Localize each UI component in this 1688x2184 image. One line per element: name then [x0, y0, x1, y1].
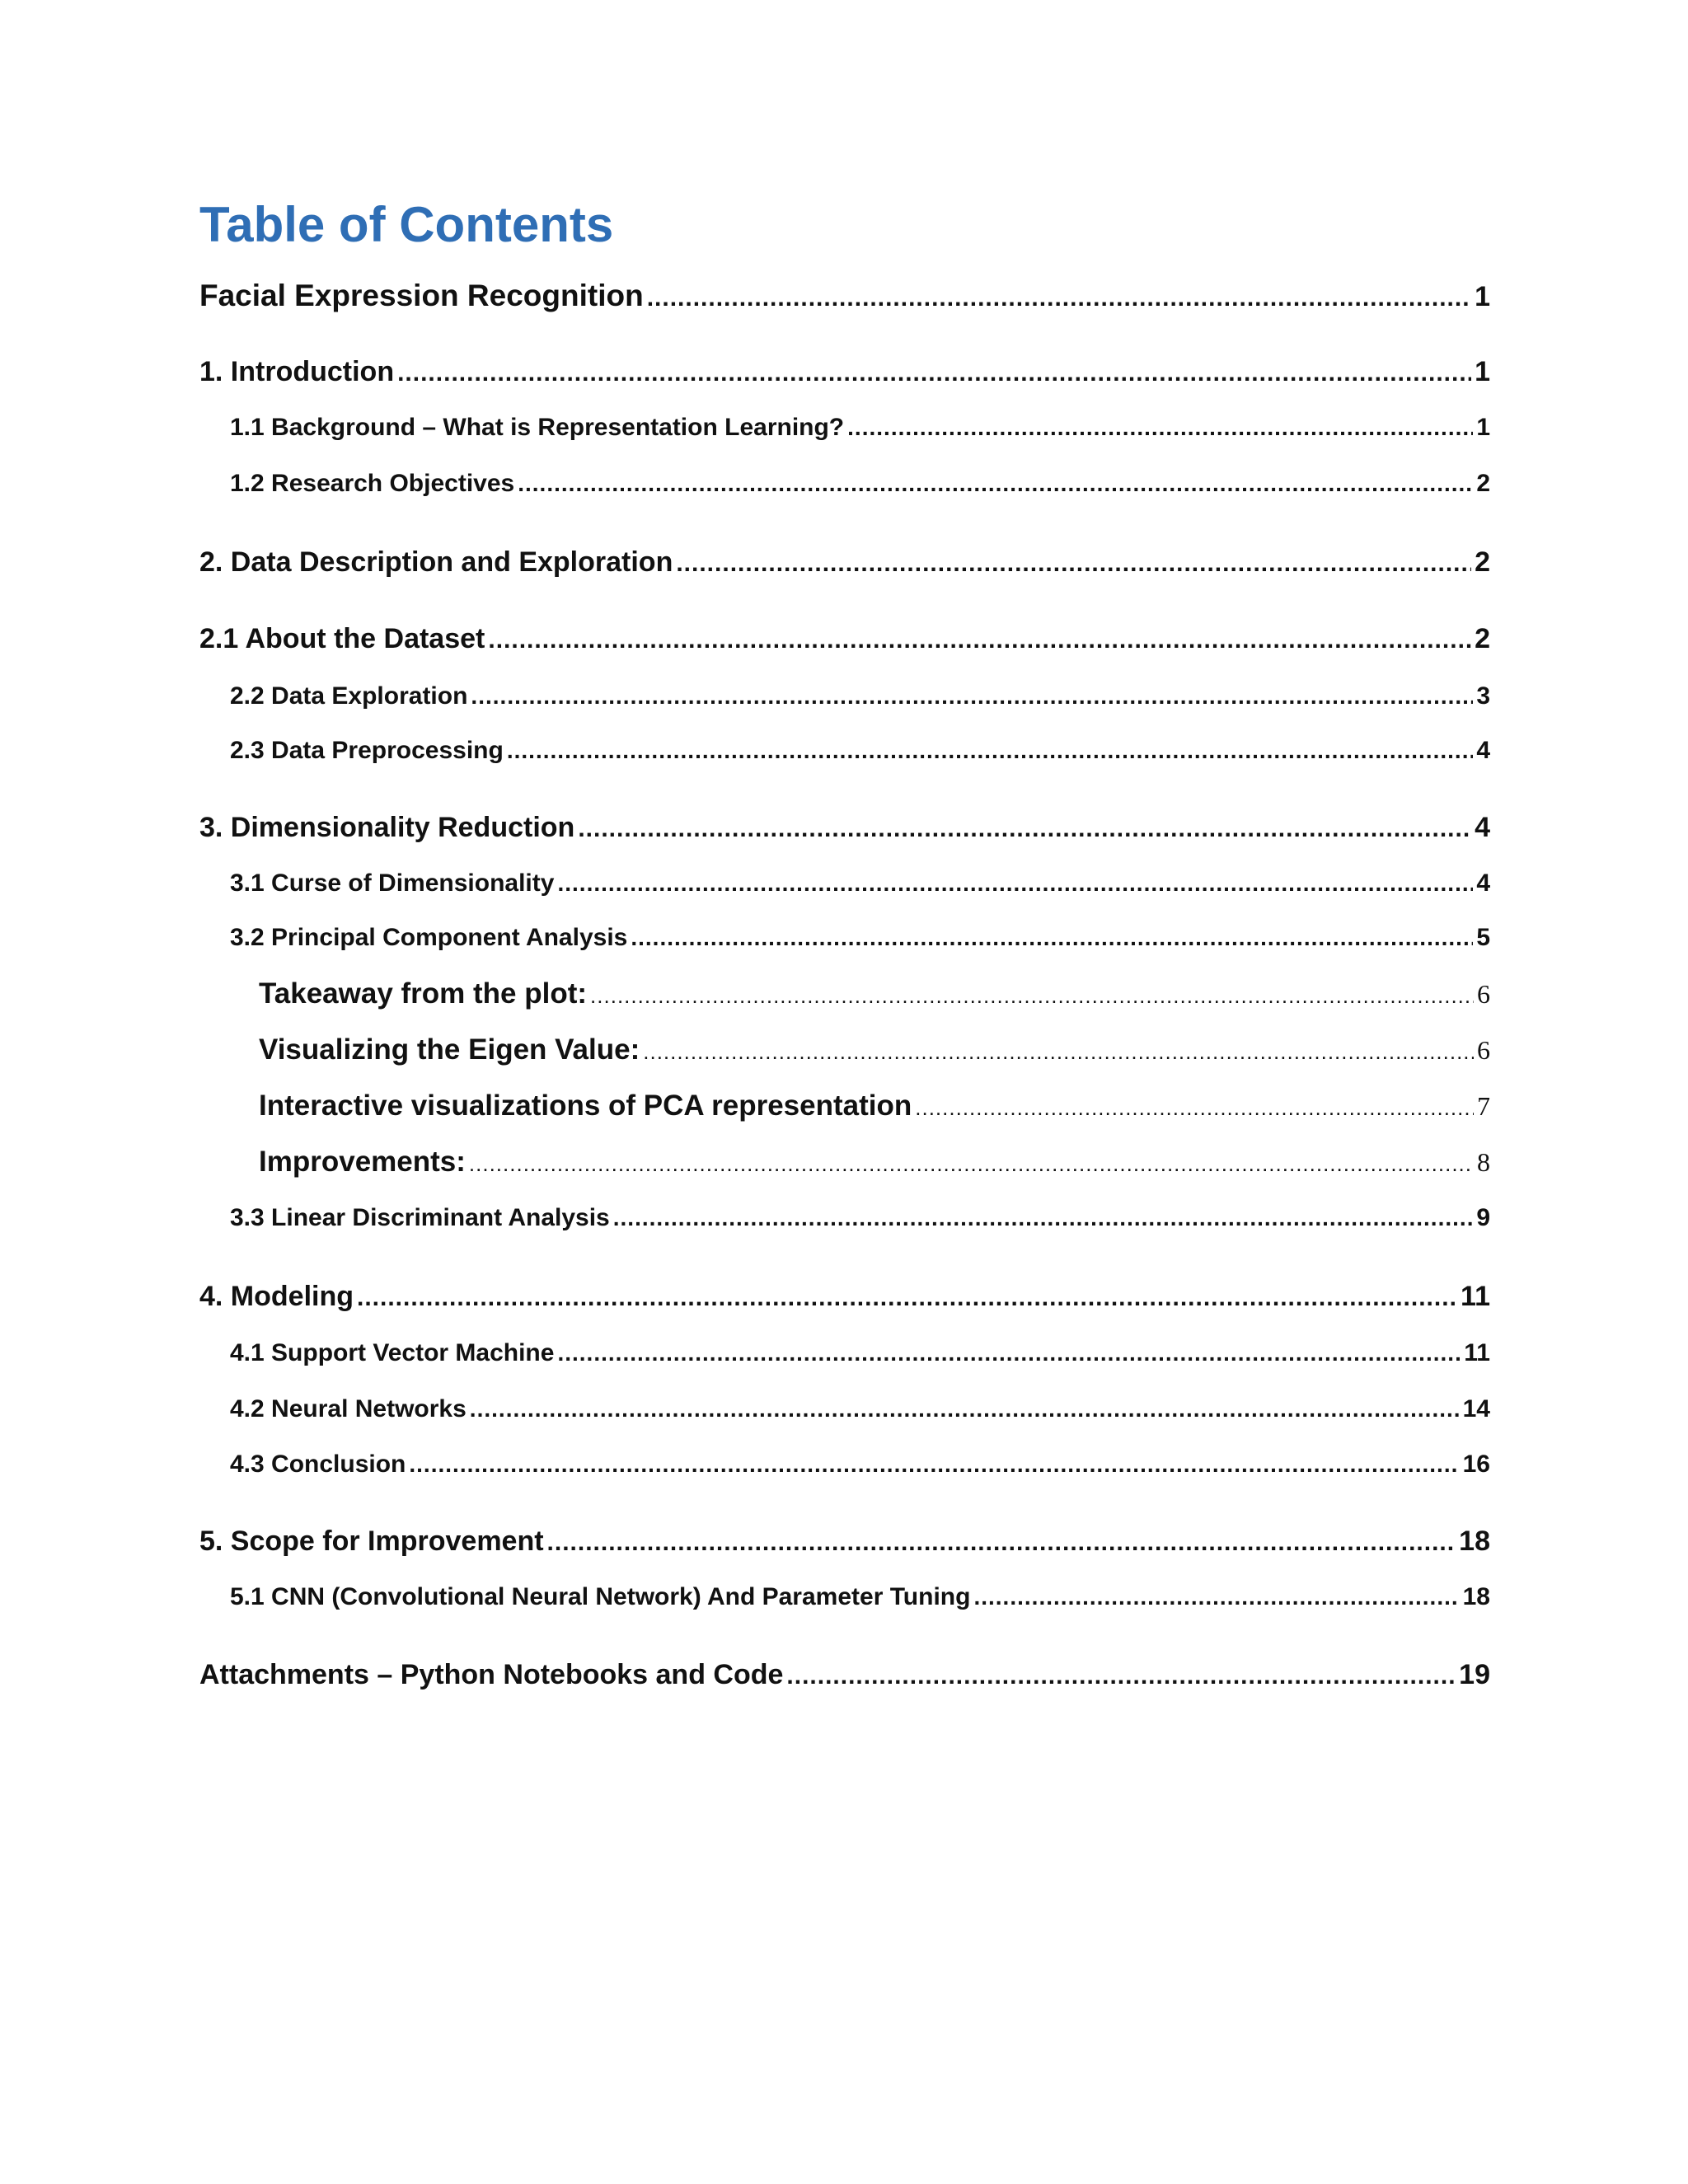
- toc-entry-label: 2.1 About the Dataset: [199, 623, 485, 654]
- toc-entry-label: 1. Introduction: [199, 356, 395, 387]
- toc-entry-research-objectives[interactable]: [230, 470, 1490, 498]
- dot-leader: [631, 925, 1473, 951]
- toc-entry-label: 1.2 Research Objectives: [230, 470, 515, 497]
- dot-leader: [397, 359, 1471, 387]
- toc-entry-label: 4.1 Support Vector Machine: [230, 1339, 555, 1366]
- dot-leader: [590, 983, 1474, 1009]
- dot-leader: [470, 1396, 1460, 1422]
- toc-entry-about-dataset[interactable]: [199, 623, 1490, 655]
- toc-entry-page-number: 4: [1476, 869, 1490, 897]
- toc-entry-page-number: 2: [1475, 546, 1490, 578]
- toc-entry-label: 3.1 Curse of Dimensionality: [230, 869, 555, 897]
- dot-leader: [357, 1284, 1457, 1312]
- toc-entry-lda[interactable]: [230, 1204, 1490, 1232]
- toc-entry-label: 1.1 Background – What is Representation Learning?: [230, 414, 845, 441]
- toc-entry-label: 2.2 Data Exploration: [230, 682, 468, 710]
- dot-leader: [507, 738, 1473, 764]
- dot-leader: [847, 415, 1473, 441]
- toc-entry-label: 2. Data Description and Exploration: [199, 546, 673, 578]
- toc-entry-label: 4.3 Conclusion: [230, 1451, 406, 1478]
- toc-entry-page-number: 8: [1477, 1147, 1490, 1177]
- dot-leader: [613, 1205, 1474, 1231]
- toc-entry-label: Visualizing the Eigen Value:: [259, 1033, 640, 1066]
- toc-entry-page-number: 19: [1459, 1659, 1490, 1690]
- dot-leader: [643, 1039, 1474, 1065]
- toc-entry-page-number: 4: [1475, 812, 1490, 843]
- dot-leader: [647, 284, 1471, 312]
- toc-entry-label: Facial Expression Recognition: [199, 279, 644, 312]
- toc-entry-neural-networks[interactable]: [230, 1395, 1490, 1423]
- toc-entry-page-number: 18: [1462, 1583, 1490, 1610]
- toc-entry-label: 3. Dimensionality Reduction: [199, 812, 575, 843]
- toc-entry-modeling[interactable]: [199, 1281, 1490, 1313]
- toc-entry-data-preprocessing[interactable]: [230, 737, 1490, 765]
- dot-leader: [578, 815, 1471, 843]
- dot-leader: [518, 471, 1473, 497]
- toc-entry-label: 5. Scope for Improvement: [199, 1526, 544, 1557]
- toc-entry-page-number: 4: [1476, 737, 1490, 764]
- toc-entry-cnn[interactable]: [230, 1583, 1490, 1611]
- toc-entry-page-number: 11: [1461, 1281, 1490, 1312]
- toc-entry-page-number: 11: [1464, 1339, 1490, 1366]
- toc-entry-label: Takeaway from the plot:: [259, 977, 588, 1010]
- toc-entry-page-number: 3: [1476, 682, 1490, 710]
- dot-leader: [471, 683, 1473, 710]
- toc-entry-label: 4. Modeling: [199, 1281, 354, 1312]
- toc-entry-page-number: 18: [1459, 1526, 1490, 1557]
- toc-entry-attachments[interactable]: [199, 1659, 1490, 1691]
- toc-entry-page-number: 7: [1477, 1091, 1490, 1121]
- toc-entry-background[interactable]: [230, 414, 1490, 442]
- toc-entry-label: 3.2 Principal Component Analysis: [230, 924, 628, 951]
- toc-entry-page-number: 2: [1475, 623, 1490, 654]
- toc-entry-label: 4.2 Neural Networks: [230, 1395, 467, 1422]
- toc-entry-label: 5.1 CNN (Convolutional Neural Network) And Parameter Tuning: [230, 1583, 971, 1610]
- toc-entry-page-number: 16: [1462, 1451, 1490, 1478]
- toc-heading: Table of Contents: [199, 197, 614, 252]
- dot-leader: [786, 1662, 1456, 1690]
- toc-entry-takeaway[interactable]: [259, 977, 1490, 1010]
- toc-entry-page-number: 1: [1475, 356, 1490, 387]
- toc-entry-page-number: 1: [1475, 281, 1490, 312]
- toc-entry-label: 3.3 Linear Discriminant Analysis: [230, 1204, 610, 1231]
- toc-entry-document-title[interactable]: [199, 279, 1490, 313]
- toc-entry-page-number: 6: [1477, 979, 1490, 1009]
- dot-leader: [557, 1340, 1461, 1366]
- toc-entry-interactive-pca[interactable]: [259, 1090, 1490, 1122]
- toc-entry-improvements[interactable]: [259, 1146, 1490, 1179]
- toc-entry-label: Interactive visualizations of PCA representation: [259, 1090, 912, 1122]
- toc-entry-page-number: 5: [1476, 924, 1490, 951]
- dot-leader: [469, 1151, 1474, 1177]
- toc-entry-eigen-value[interactable]: [259, 1033, 1490, 1066]
- dot-leader: [547, 1529, 1456, 1557]
- toc-entry-data-description[interactable]: [199, 546, 1490, 579]
- toc-entry-curse-of-dimensionality[interactable]: [230, 869, 1490, 898]
- toc-entry-page-number: 1: [1476, 414, 1490, 441]
- toc-entry-label: Attachments – Python Notebooks and Code: [199, 1659, 784, 1690]
- toc-entry-introduction[interactable]: [199, 356, 1490, 388]
- toc-entry-page-number: 14: [1462, 1395, 1490, 1422]
- toc-entry-label: Improvements:: [259, 1146, 466, 1178]
- toc-entry-page-number: 9: [1476, 1204, 1490, 1231]
- toc-entry-label: 2.3 Data Preprocessing: [230, 737, 504, 764]
- toc-entry-data-exploration[interactable]: [230, 682, 1490, 710]
- toc-entry-dimensionality-reduction[interactable]: [199, 812, 1490, 844]
- dot-leader: [488, 626, 1471, 654]
- toc-entry-pca[interactable]: [230, 924, 1490, 952]
- dot-leader: [676, 550, 1471, 578]
- toc-entry-conclusion[interactable]: [230, 1451, 1490, 1479]
- toc-entry-svm[interactable]: [230, 1339, 1490, 1367]
- dot-leader: [409, 1451, 1459, 1478]
- toc-entry-scope-for-improvement[interactable]: [199, 1526, 1490, 1558]
- dot-leader: [915, 1095, 1474, 1121]
- toc-entry-page-number: 6: [1477, 1035, 1490, 1065]
- dot-leader: [973, 1584, 1459, 1610]
- dot-leader: [557, 870, 1473, 897]
- toc-entry-page-number: 2: [1476, 470, 1490, 497]
